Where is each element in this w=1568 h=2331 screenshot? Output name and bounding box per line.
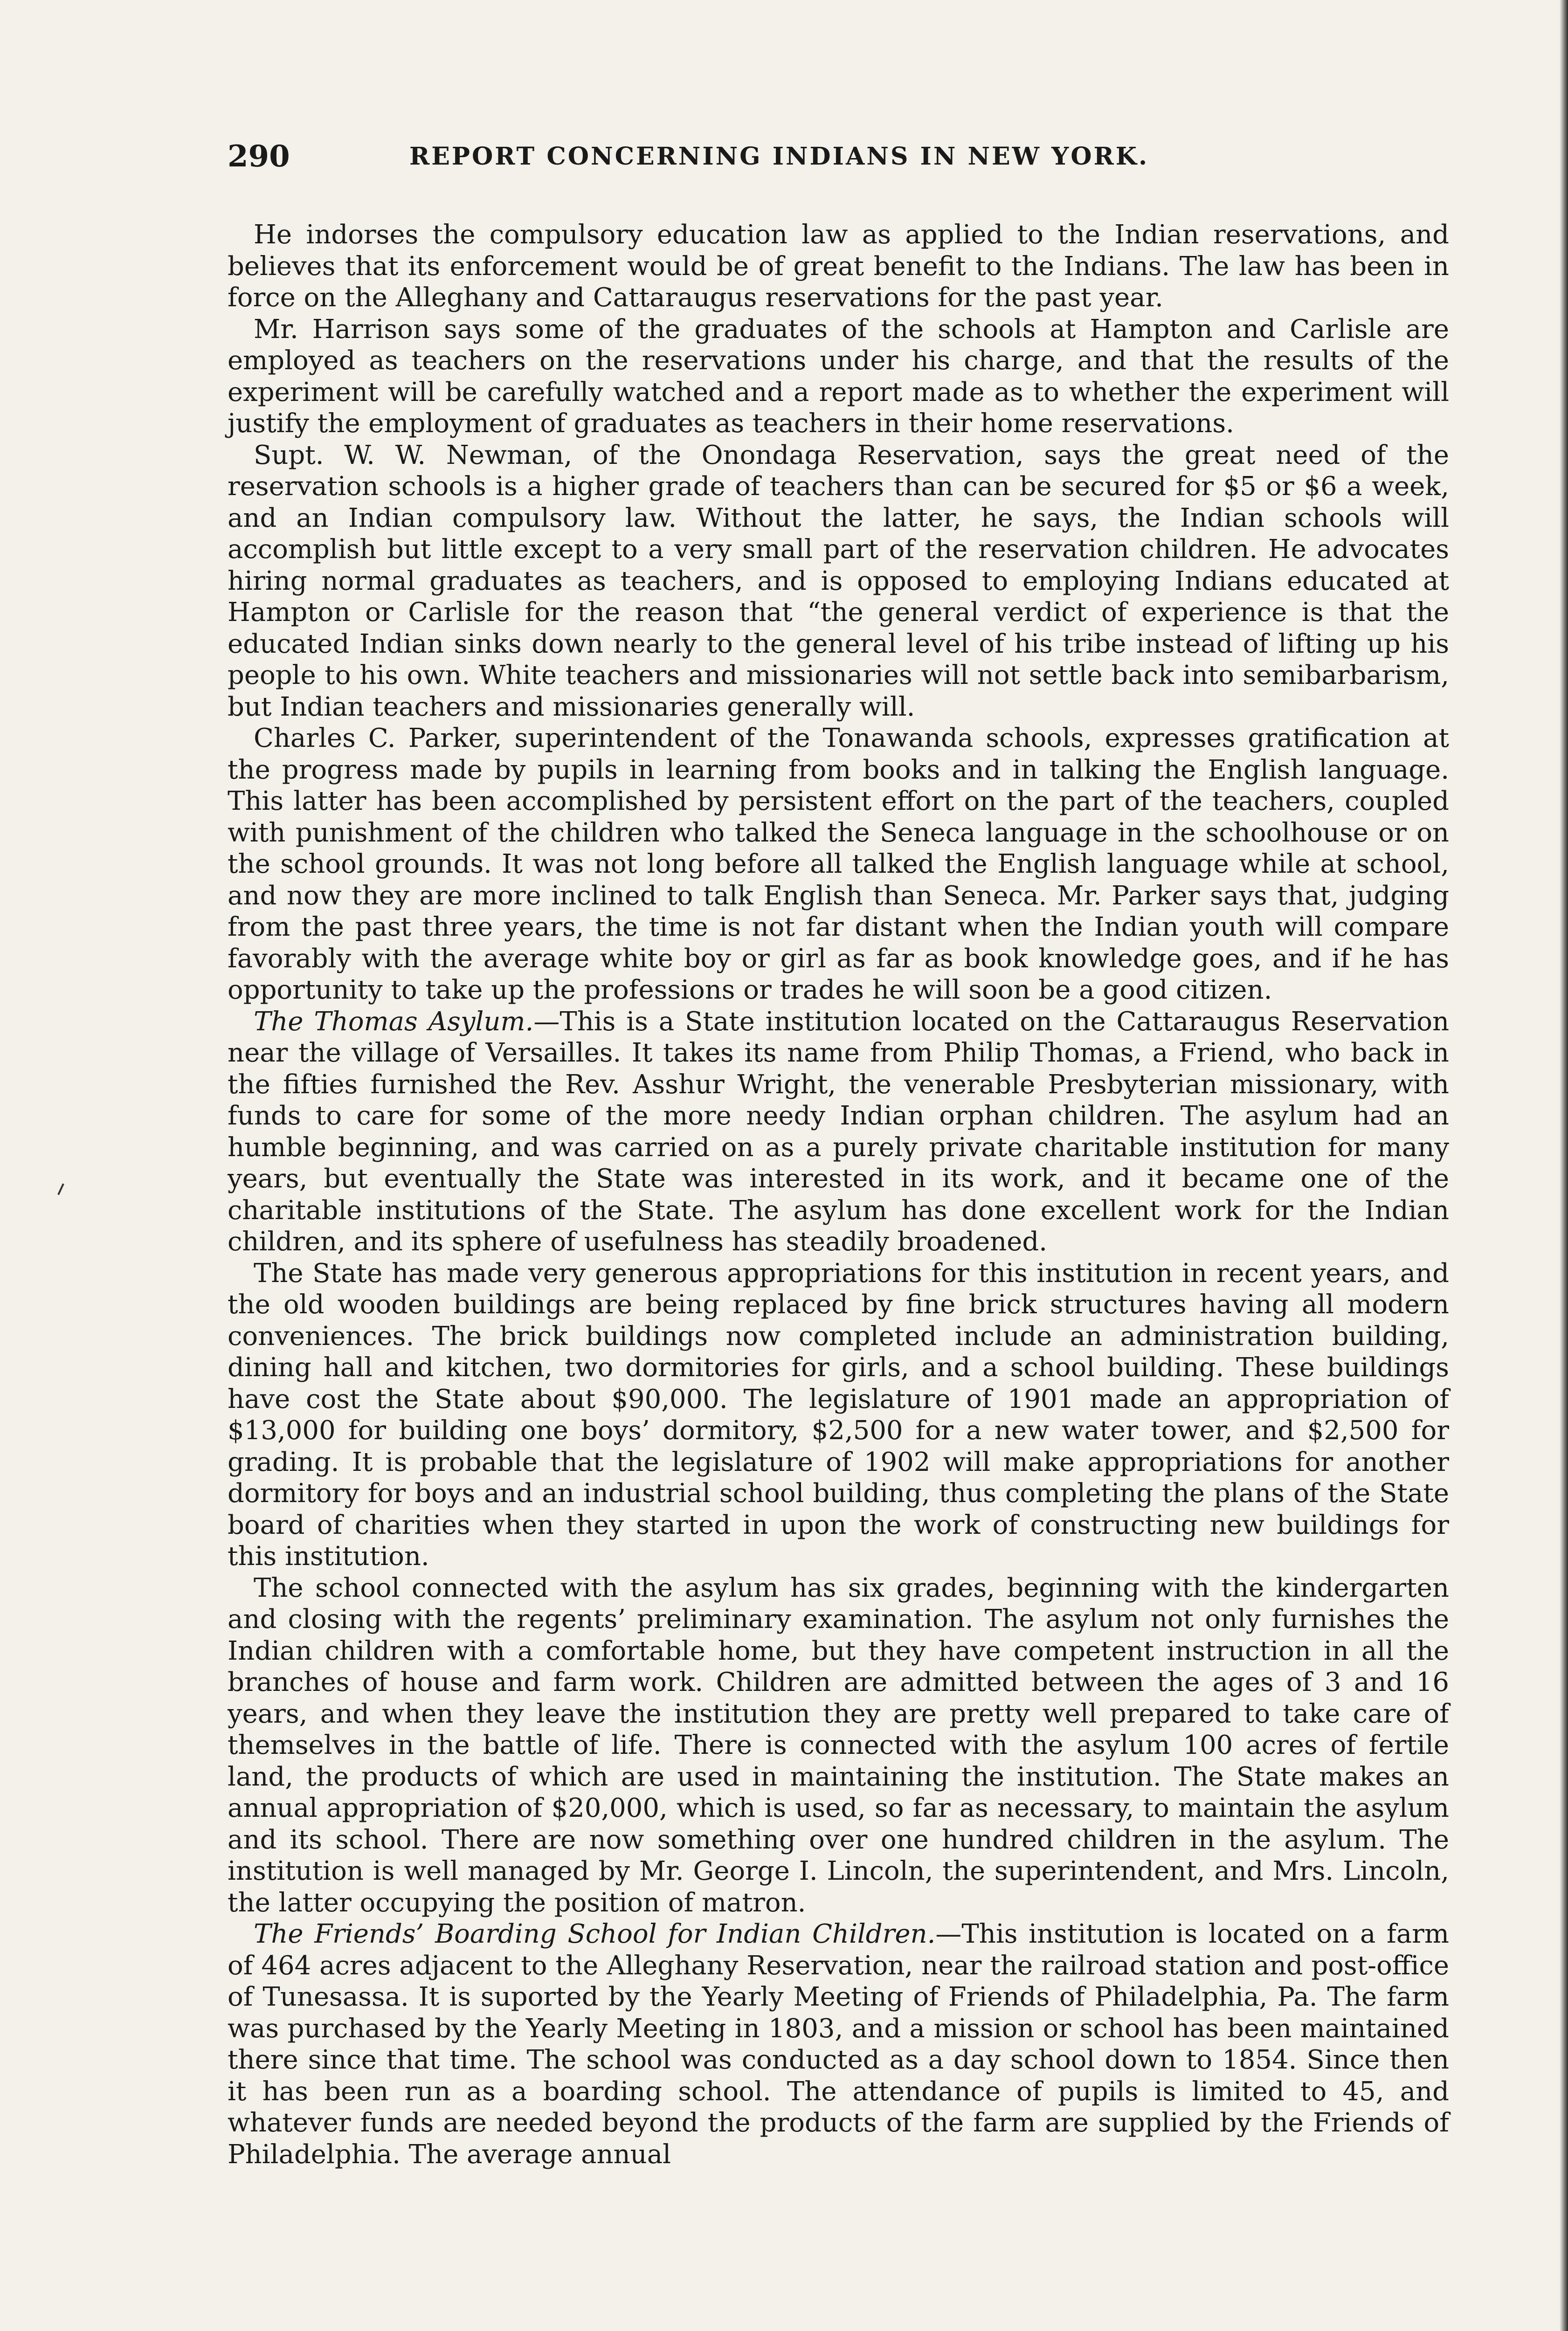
paragraph <box>228 440 1449 723</box>
paragraph-text: The school connected with the asylum has six grades, beginning with the kindergarten and closing with the regents’ preliminary examination. The asylum not only furnishes the Indian children with a comfortable home, but they have competent instruction in all the branches of house and farm work. Children are admitted between the ages of 3 and 16 years, and when they leave the institution they are pretty well prepared to take care of themselves in the battle of life. There is connected with the asylum 100 acres of fertile land, the products of which are used in maintaining the institution. The State makes an annual appropriation of $20,000, which is used, so far as necessary, to maintain the asylum and its school. There are now something over one hundred children in the asylum. The institution is well managed by Mr. George I. Lincoln, the superintendent, and Mrs. Lincoln, the latter occupying the position of matron. <box>228 1572 1449 1918</box>
paragraph <box>228 1572 1449 1919</box>
paragraph-text: —This is a State institution located on the Cattaraugus Reservation near the village of Versailles. It takes its name from Philip Thomas, a Friend, who back in the fifties furnished the Rev. Asshur Wright, the venerable Presbyterian missionary, with funds to care for some of the more needy Indian orphan children. The asylum had an humble beginning, and was carried on as a purely private charitable institution for many years, but eventually the State was interested in its work, and it became one of the charitable institutions of the State. The asylum has done excellent work for the Indian children, and its sphere of usefulness has steadily broadened. <box>228 1006 1450 1257</box>
paragraph-text: —This institution is located on a farm of 464 acres adjacent to the Alleghany Reservation, near the railroad station and post-office of Tunesassa. It is suported by the Yearly Meeting of Friends of Philadelphia, Pa. The farm was purchased by the Yearly Meeting in 1803, and a mission or school has been maintained there since that time. The school was conducted as a day school down to 1854. Since then it has been run as a boarding school. The attendance of pupils is limited to 45, and whatever funds are needed beyond the products of the farm are supplied by the Friends of Philadelphia. The average annual <box>228 1919 1449 2170</box>
paragraph-text: Supt. W. W. Newman, of the Onondaga Reservation, says the great need of the reservation schools is a higher grade of teachers than can be secured for $5 or $6 a week, and an Indian compulsory law. Without the latter, he says, the Indian schools will accomplish but little except to a very small part of the reservation children. He advocates hiring normal graduates as teachers, and is opposed to employing Indians educated at Hampton or Carlisle for the reason that “the general verdict of experience is that the educated Indian sinks down nearly to the general level of his tribe instead of lifting up his people to his own. White teachers and missionaries will not settle back into semibarbarism, but Indian teachers and missionaries generally will. <box>228 440 1449 722</box>
paragraph <box>228 314 1449 440</box>
paragraph <box>228 1918 1449 2170</box>
paragraph <box>228 723 1449 1006</box>
paragraph-text: Charles C. Parker, superintendent of the Tonawanda schools, expresses gratification at the progress made by pupils in learning from books and in talking the English language. This latter has been accomplished by persistent effort on the part of the teachers, coupled with punishment of the children who talked the Seneca language in the schoolhouse or on the school grounds. It was not long before all talked the English language while at school, and now they are more inclined to talk English than Seneca. Mr. Parker says that, judging from the past three years, the time is not far distant when the Indian youth will compare favorably with the average white boy or girl as far as book knowledge goes, and if he has opportunity to take up the professions or trades he will soon be a good citizen. <box>228 723 1449 1005</box>
body-text <box>228 219 1449 2170</box>
page-header <box>228 138 1267 175</box>
section-title-thomas-asylum: The Thomas Asylum. <box>254 1006 534 1037</box>
paragraph-text: The State has made very generous appropriations for this institution in recent years, and the old wooden buildings are being replaced by fine brick structures having all modern conveniences. The brick buildings now completed include an administration building, dining hall and kitchen, two dormitories for girls, and a school building. These buildings have cost the State about $90,000. The legislature of 1901 made an appropriation of $13,000 for building one boys’ dormitory, $2,500 for a new water tower, and $2,500 for grading. It is probable that the legislature of 1902 will make appropriations for another dormitory for boys and an industrial school building, thus completing the plans of the State board of charities when they started in upon the work of constructing new buildings for this institution. <box>228 1258 1449 1572</box>
page-number: 290 <box>228 139 290 174</box>
paragraph <box>228 1006 1449 1258</box>
paragraph-text: Mr. Harrison says some of the graduates of the schools at Hampton and Carlisle are employed as teachers on the reservations under his charge, and that the results of the experiment will be carefully watched and a report made as to whether the experiment will justify the employment of graduates as teachers in their home reservations. <box>228 314 1449 439</box>
margin-mark <box>57 1183 69 1197</box>
paragraph <box>228 219 1449 314</box>
section-title-friends-boarding-school: The Friends’ Boarding School for Indian Children. <box>254 1919 936 1949</box>
page-edge-shadow <box>1560 0 1568 2331</box>
paragraph <box>228 1258 1449 1572</box>
paragraph-text: He indorses the compulsory education law as applied to the Indian reservations, and believes that its enforcement would be of great benefit to the Indians. The law has been in force on the Alleghany and Cattaraugus reservations for the past year. <box>228 220 1449 313</box>
running-head: REPORT CONCERNING INDIANS IN NEW YORK. <box>409 142 1149 171</box>
